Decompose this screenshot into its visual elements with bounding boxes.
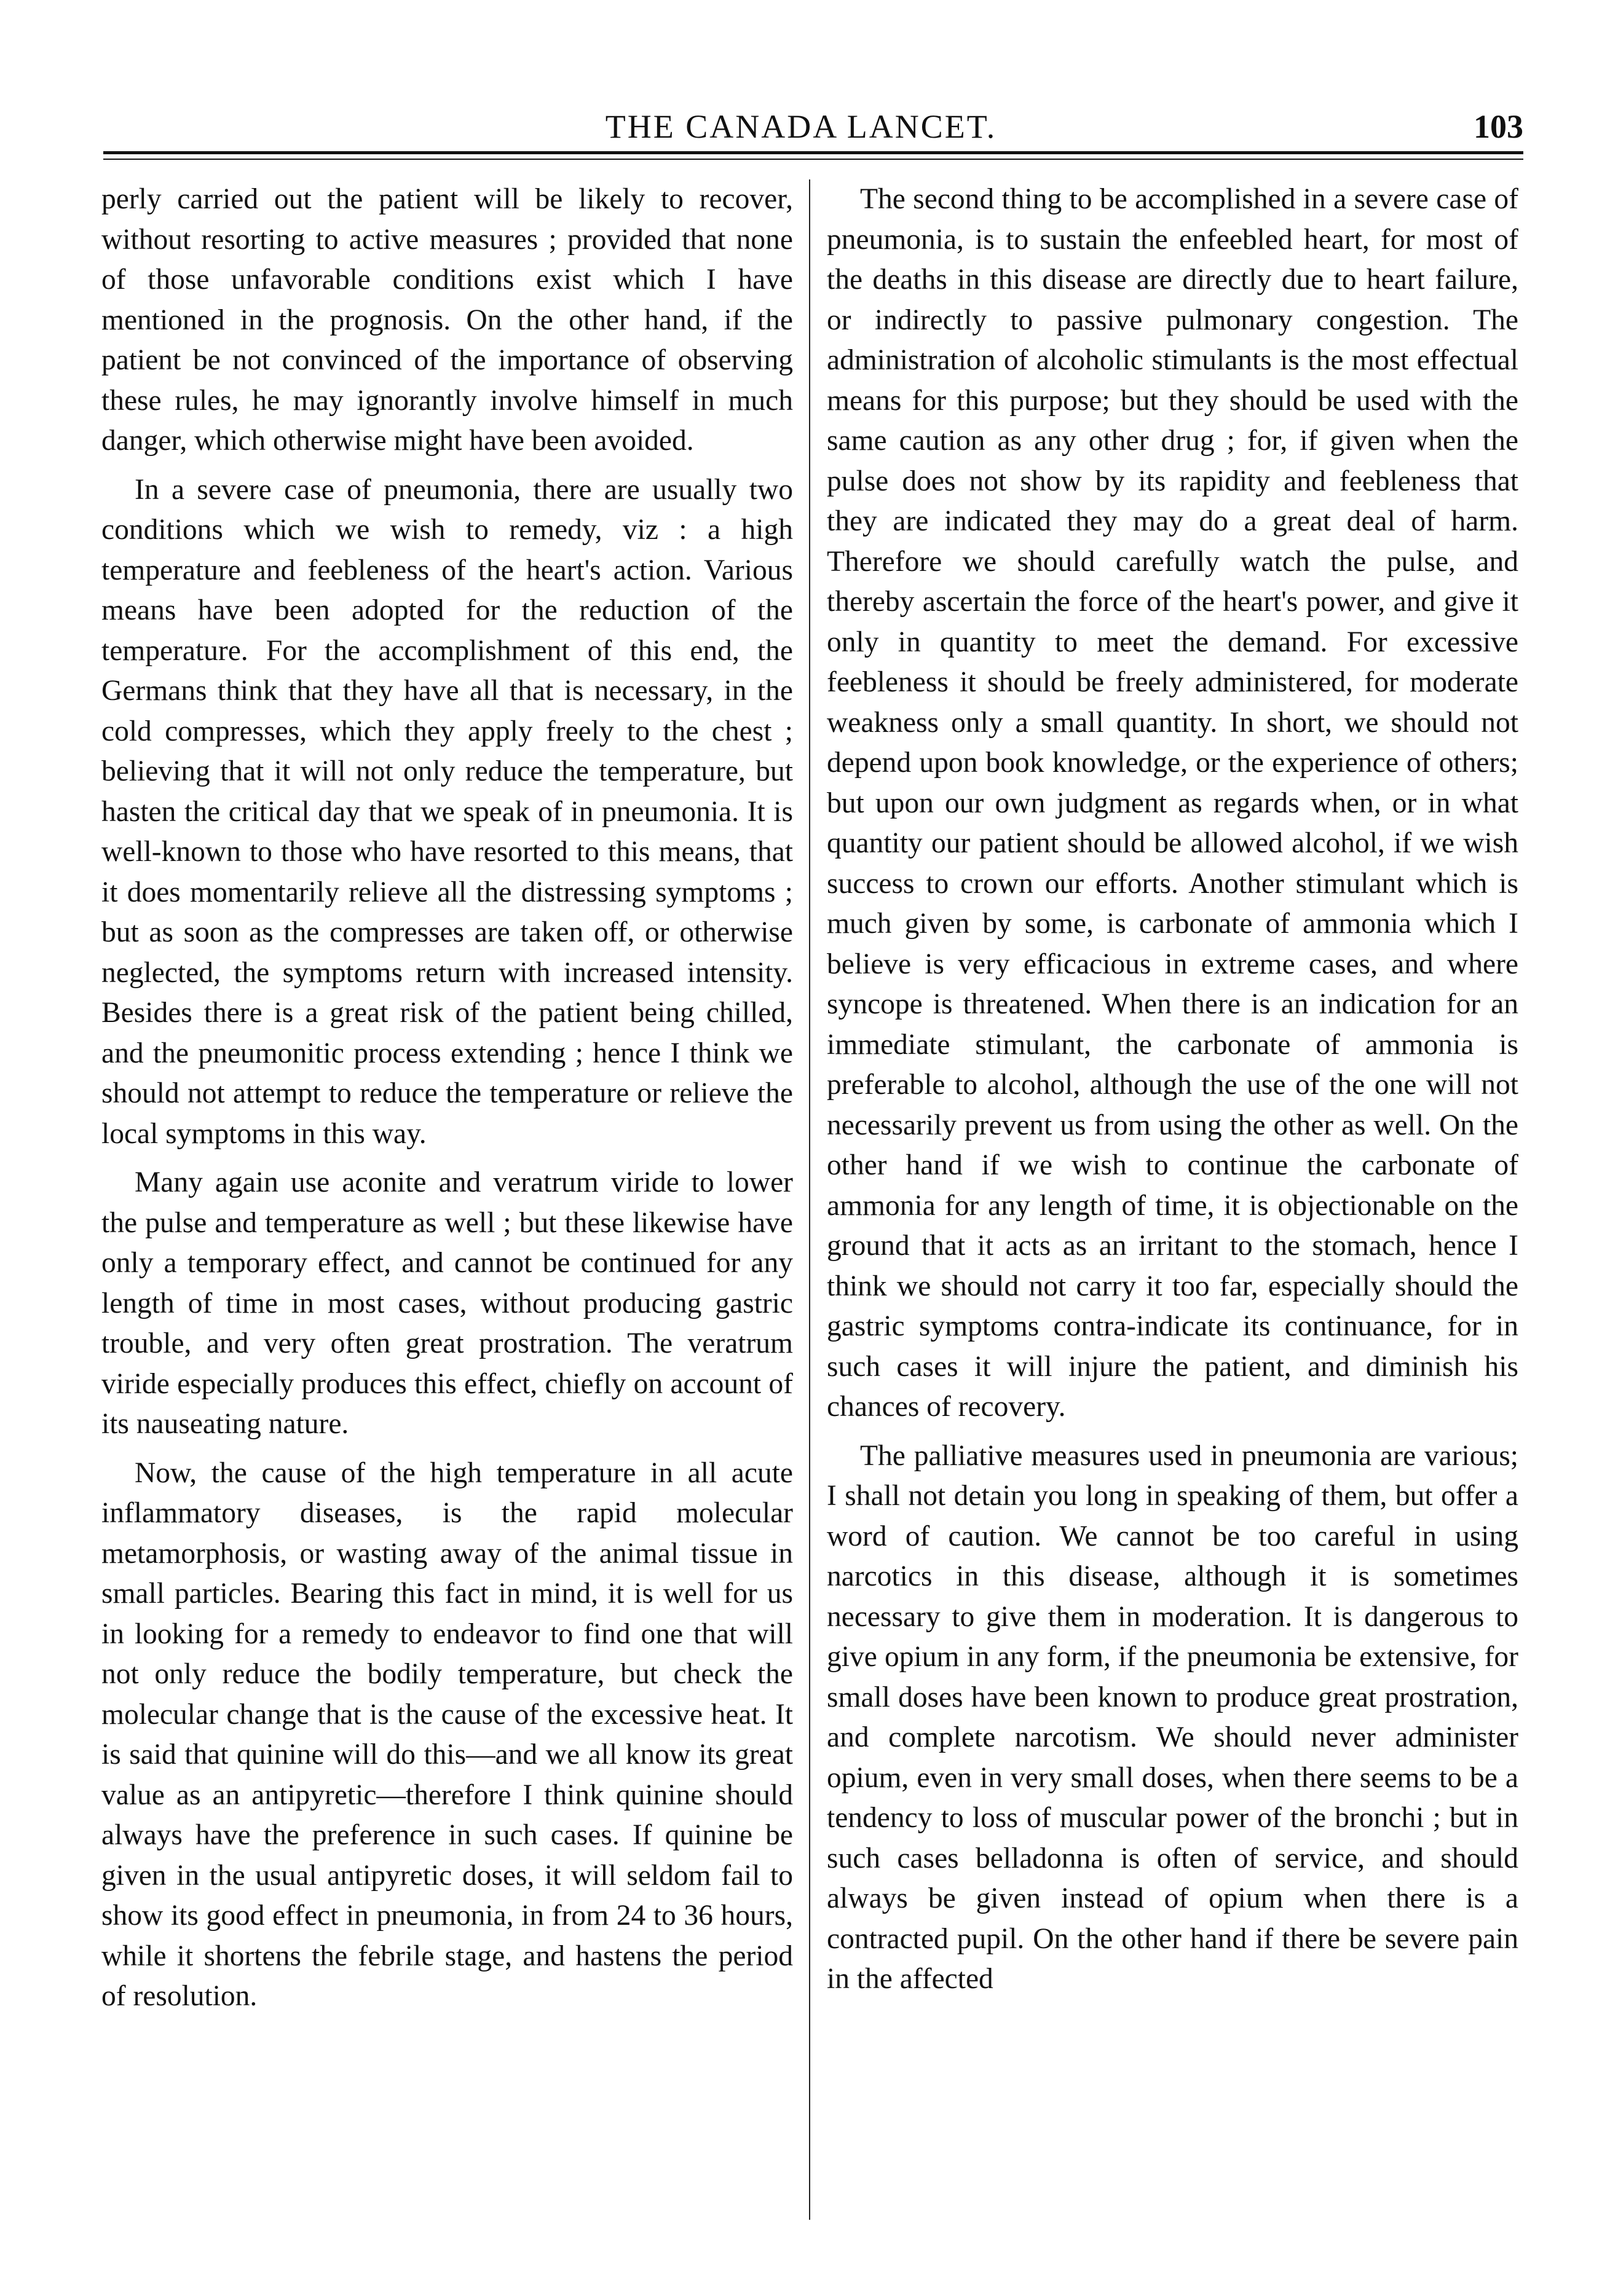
left-column xyxy=(101,179,793,2026)
running-head xyxy=(0,0,1602,152)
paragraph: The second thing to be accomplished in a severe case of pneumonia, is to sustain the enfeebled heart, for most of the deaths in this disease are directly due to heart failure, or indirectly to passive pulmonary congestion. The administration of alcoholic stimulants is the most effectual means for this purpose; but they should be used with the same caution as any other drug ; for, if given when the pulse does not show by its rapidity and feebleness that they are indicated they may do a great deal of harm. Therefore we should carefully watch the pulse, and thereby ascertain the force of the heart's power, and give it only in quantity to meet the demand. For excessive feebleness it should be freely administered, for moderate weakness only a small quantity. In short, we should not depend upon book knowledge, or the experience of others; but upon our own judgment as regards when, or in what quantity our patient should be allowed alcohol, if we wish success to crown our efforts. Another stimulant which is much given by some, is carbonate of ammonia which I believe is very efficacious in extreme cases, and where syncope is threatened. When there is an indication for an immediate stimulant, the carbonate of ammonia is preferable to alcohol, although the use of the one will not necessarily prevent us from using the other as well. On the other hand if we wish to continue the carbonate of ammonia for any length of time, it is objectionable on the ground that it acts as an irritant to the stomach, hence I think we should not carry it too far, especially should the gastric symptoms contra-indicate its continuance, for in such cases it will injure the patient, and diminish his chances of recovery. xyxy=(827,183,1518,1423)
page-number: 103 xyxy=(1474,108,1523,145)
column-divider xyxy=(809,179,810,2220)
header-rule-thin xyxy=(103,159,1523,160)
paragraph: perly carried out the patient will be likely to recover, without resorting to active measures ; provided that none of those unfavorable conditions exist which I have mentioned in the prognosis. On the other hand, if the patient be not convinced of the importance of observing these rules, he may ignorantly involve himself in much danger, which otherwise might have been avoided. xyxy=(101,183,793,457)
journal-title: THE CANADA LANCET. xyxy=(605,108,997,145)
right-column xyxy=(827,179,1518,2008)
paragraph: In a severe case of pneumonia, there are usually two conditions which we wish to remedy, viz : a high temperature and feebleness of the heart's action. Various means have been adopted for the reduction of the temperature. For the accomplishment of this end, the Germans think that they have all that is necessary, in the cold compresses, which they apply freely to the chest ; believing that it will not only reduce the temperature, but hasten the critical day that we speak of in pneumonia. It is well-known to those who have resorted to this means, that it does momentarily relieve all the distressing symptoms ; but as soon as the compresses are taken off, or otherwise neglected, the symptoms return with increased intensity. Besides there is a great risk of the patient being chilled, and the pneumonitic process extending ; hence I think we should not attempt to reduce the temperature or relieve the local symptoms in this way. xyxy=(101,473,793,1150)
paragraph: The palliative measures used in pneumonia are various; I shall not detain you long in speaking of them, but offer a word of caution. We cannot be too careful in using narcotics in this disease, although it is sometimes necessary to give them in moderation. It is dangerous to give opium in any form, if the pneumonia be extensive, for small doses have been known to produce great prostration, and complete narcotism. We should never administer opium, even in very small doses, when there seems to be a tendency to loss of muscular power of the bronchi ; but in such cases belladonna is often of service, and should always be given instead of opium when there is a contracted pupil. On the other hand if there be severe pain in the affected xyxy=(827,1439,1518,1995)
paragraph: Now, the cause of the high temperature in all acute inflammatory diseases, is the rapid molecular metamorphosis, or wasting away of the animal tissue in small particles. Bearing this fact in mind, it is well for us in looking for a remedy to endeavor to find one that will not only reduce the bodily temperature, but check the molecular change that is the cause of the excessive heat. It is said that quinine will do this—and we all know its great value as an antipyretic—therefore I think quinine should always have the preference in such cases. If quinine be given in the usual antipyretic doses, it will seldom fail to show its good effect in pneumonia, in from 24 to 36 hours, while it shortens the febrile stage, and hastens the period of resolution. xyxy=(101,1457,793,2012)
header-rule-thick xyxy=(103,151,1523,154)
paragraph: Many again use aconite and veratrum viride to lower the pulse and temperature as well ; but these likewise have only a temporary effect, and cannot be continued for any length of time in most cases, without producing gastric trouble, and very often great prostration. The veratrum viride especially produces this effect, chiefly on account of its nauseating nature. xyxy=(101,1166,793,1440)
